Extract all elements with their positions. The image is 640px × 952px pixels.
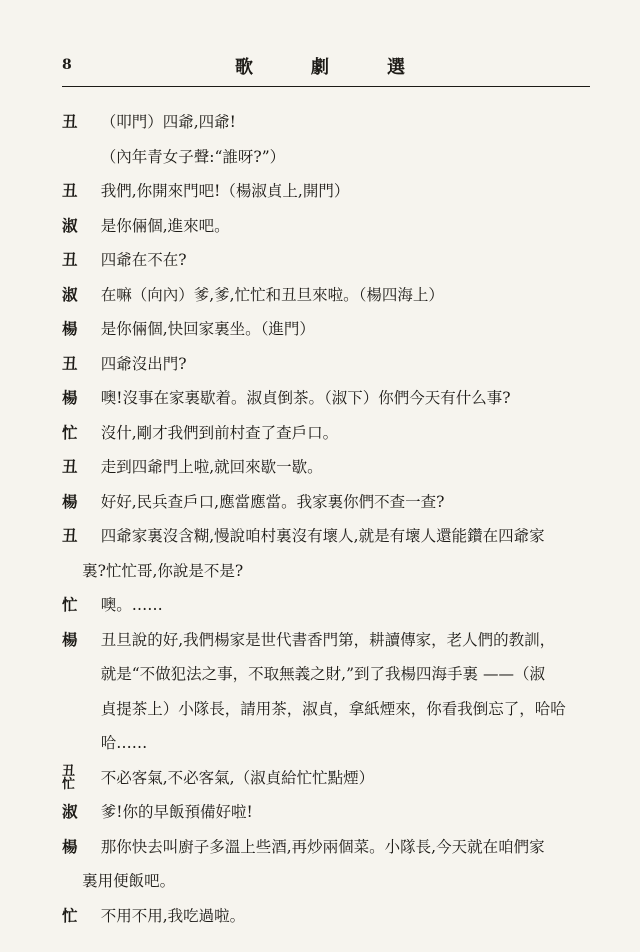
dialogue-text: 四爺沒出門? [100,354,187,373]
continuation-text: 貞提茶上）小隊長，請用茶，淑貞，拿紙煙來，你看我倒忘了，哈哈 [100,699,566,718]
speaker-label: 丑 [62,526,78,545]
dialogue-text: 噢!沒事在家裏歇着。淑貞倒茶。（淑下）你們今天有什么事? [100,389,511,407]
speaker-label: 丑 [62,353,78,373]
script-line [62,657,602,692]
speaker-label: 忙 [62,776,76,792]
script-line [62,588,602,623]
dialogue-text: 爹!你的早飯預備好啦! [100,803,253,821]
dialogue-text: 我們,你開來門吧!（楊淑貞上,開門） [100,182,350,200]
speaker-label: 楊 [62,319,78,338]
dialogue-text: 不用不用,我吃過啦。 [100,906,246,925]
script-line [62,209,602,244]
script-line [62,692,602,727]
script-line [62,450,602,485]
continuation-text: 裏?忙忙哥,你說是不是? [82,561,244,580]
speaker-label: 忙 [62,595,78,614]
script-line [62,519,602,554]
script-line [62,381,602,416]
script-line [62,485,602,520]
continuation-text: 裏用便飯吧。 [82,872,176,890]
dialogue-text: 不必客氣,不必客氣,（淑貞給忙忙點煙） [100,768,375,787]
speaker-label: 淑 [62,215,78,235]
speaker-label: 丑 [62,457,78,476]
speaker-label: 丑 [62,250,78,269]
script-line [62,347,602,382]
script-line [62,623,602,658]
script-line [62,312,602,347]
speaker-label-stacked [62,765,88,791]
script-line [62,278,602,313]
dialogue-text: 在嘛（向內）爹,爹,忙忙和丑旦來啦。（楊四海上） [100,285,444,304]
speaker-label: 淑 [62,284,78,304]
speaker-label: 楊 [62,629,78,649]
script-line [62,140,602,175]
script-line [62,830,602,865]
speaker-label: 丑 [62,181,78,200]
script-line [62,761,602,796]
script-line [62,795,602,830]
dialogue-text: 四爺家裏沒含糊,慢說咱村裏沒有壞人,就是有壞人還能鑽在四爺家 [100,527,545,545]
dialogue-text: 走到四爺門上啦,就回來歇一歇。 [100,458,323,476]
dialogue-text: 噢。…… [100,596,163,614]
speaker-label: 忙 [62,905,78,925]
dialogue-text: 是你倆個,快回家裏坐。（進門） [100,320,315,338]
speaker-label: 忙 [62,422,78,442]
dialogue-text: 好好,民兵查戶口,應當應當。我家裏你們不查一查? [100,492,445,511]
continuation-text: 就是“不做犯法之事，不取無義之財,”到了我楊四海手裏 ——（淑 [100,665,545,683]
script-line [62,174,602,209]
dialogue-text: 四爺在不在? [100,251,187,269]
continuation-text: 哈…… [100,734,148,752]
page-number: 8 [62,57,72,73]
script-line [62,864,602,899]
script-body [62,105,602,933]
dialogue-text: 沒什,剛才我們到前村查了查戶口。 [100,423,339,442]
script-line [62,726,602,761]
speaker-label: 楊 [62,388,78,407]
dialogue-text: 那你快去叫廚子多溫上些酒,再炒兩個菜。小隊長,今天就在咱們家 [100,837,545,856]
script-line [62,416,602,451]
speaker-label: 丑 [62,112,78,131]
script-line [62,105,602,140]
running-title: 歌劇選 [235,57,463,78]
script-line [62,243,602,278]
script-line [62,554,602,589]
script-line [62,899,602,934]
speaker-label: 淑 [62,802,78,821]
speaker-label: 楊 [62,491,78,511]
speaker-label: 楊 [62,836,78,856]
speaker-label: 丑 [62,763,76,779]
continuation-text: （內年青女子聲:“誰呀?”） [100,147,286,166]
dialogue-text: （叩門）四爺,四爺! [100,113,236,131]
dialogue-text: 丑旦說的好,我們楊家是世代書香門第，耕讀傳家，老人們的教訓， [100,630,556,649]
header-rule [62,86,590,87]
dialogue-text: 是你倆個,進來吧。 [100,216,230,235]
